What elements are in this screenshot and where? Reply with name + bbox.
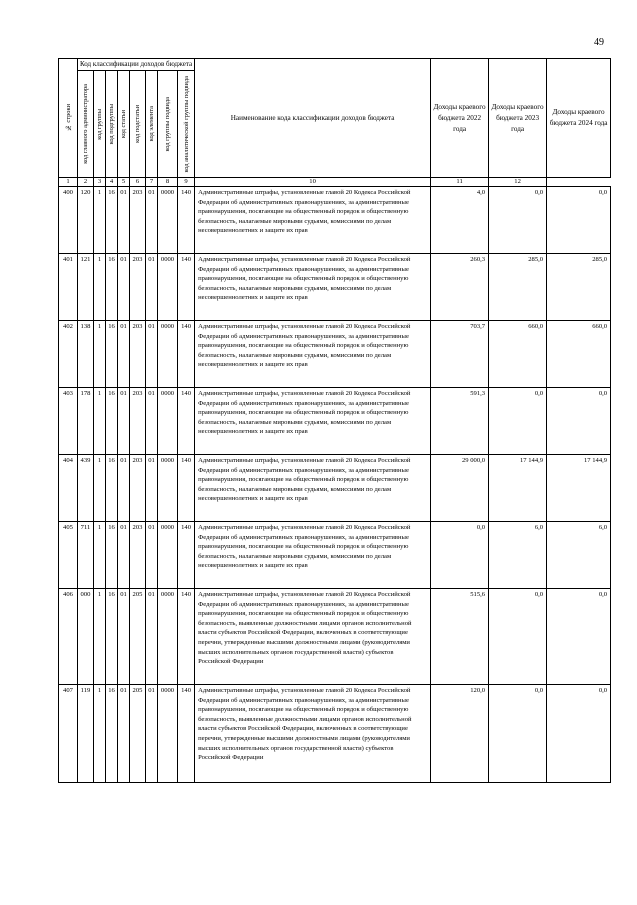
code-cell: 0000	[158, 455, 178, 522]
table-row	[59, 254, 611, 321]
column-number-cell: 12	[489, 178, 547, 187]
code-cell: 1	[94, 321, 106, 388]
table-body	[59, 187, 611, 783]
code-column-header: код подгруппы	[106, 71, 118, 178]
row-number-cell: 403	[59, 388, 78, 455]
income-2023-cell: 0,0	[489, 685, 547, 783]
code-cell: 203	[130, 254, 146, 321]
income-2022-cell: 29 000,0	[431, 455, 489, 522]
code-cell: 0000	[158, 254, 178, 321]
column-number-cell: 6	[130, 178, 146, 187]
description-cell: Административные штрафы, установленные главой 20 Кодекса Российской Федерации об административных правонарушениях, за административные правонарушения, посягающие на общественный порядок и общественную безопасность, налагаемые мировыми судьями, комиссиями по делам несовершеннолетних и защите их прав	[195, 321, 431, 388]
code-cell: 01	[146, 455, 158, 522]
income-2022-cell: 120,0	[431, 685, 489, 783]
income-2024-cell: 0,0	[547, 187, 611, 254]
column-number-cell: 11	[431, 178, 489, 187]
table-header	[59, 59, 611, 187]
code-cell: 16	[106, 522, 118, 589]
description-cell: Административные штрафы, установленные главой 20 Кодекса Российской Федерации об административных правонарушениях, за административные правонарушения, посягающие на общественный порядок и общественную безопасность, налагаемые мировыми судьями, комиссиями по делам несовершеннолетних и защите их прав	[195, 388, 431, 455]
column-number-cell: 3	[94, 178, 106, 187]
row-number-cell: 406	[59, 589, 78, 685]
table-row	[59, 685, 611, 783]
table-row	[59, 388, 611, 455]
income-2023-cell: 6,0	[489, 522, 547, 589]
code-cell: 01	[146, 388, 158, 455]
income-2023-cell: 17 144,9	[489, 455, 547, 522]
code-cell: 140	[178, 321, 195, 388]
code-column-header: код группы подвида	[158, 71, 178, 178]
code-cell: 0000	[158, 321, 178, 388]
income-2024-cell: 6,0	[547, 522, 611, 589]
column-number-cell: 4	[106, 178, 118, 187]
description-cell: Административные штрафы, установленные главой 20 Кодекса Российской Федерации об административных правонарушениях, за административные правонарушения, посягающие на общественный порядок и общественную безопасность, налагаемые мировыми судьями, комиссиями по делам несовершеннолетних и защите их прав	[195, 254, 431, 321]
code-cell: 0000	[158, 685, 178, 783]
income-2023-cell: 660,0	[489, 321, 547, 388]
code-cell: 01	[146, 685, 158, 783]
income-2022-cell: 515,6	[431, 589, 489, 685]
code-cell: 000	[78, 589, 94, 685]
income-2023-cell: 0,0	[489, 388, 547, 455]
column-number-cell: 9	[178, 178, 195, 187]
code-cell: 01	[118, 522, 130, 589]
budget-income-table	[58, 58, 611, 783]
code-cell: 203	[130, 187, 146, 254]
code-cell: 16	[106, 254, 118, 321]
code-cell: 01	[146, 187, 158, 254]
code-cell: 203	[130, 522, 146, 589]
code-cell: 1	[94, 589, 106, 685]
code-column-header: код статьи	[118, 71, 130, 178]
code-cell: 0000	[158, 388, 178, 455]
code-cell: 1	[94, 254, 106, 321]
code-cell: 140	[178, 589, 195, 685]
code-cell: 1	[94, 685, 106, 783]
column-number-cell: 10	[195, 178, 431, 187]
code-cell: 205	[130, 685, 146, 783]
code-cell: 01	[118, 685, 130, 783]
code-cell: 16	[106, 321, 118, 388]
code-column-header: код подстатьи	[130, 71, 146, 178]
table-row	[59, 321, 611, 388]
code-cell: 1	[94, 388, 106, 455]
row-number-cell: 402	[59, 321, 78, 388]
code-cell: 01	[118, 254, 130, 321]
code-cell: 16	[106, 685, 118, 783]
code-cell: 01	[146, 589, 158, 685]
code-cell: 1	[94, 522, 106, 589]
code-column-header: код группы	[94, 71, 106, 178]
code-cell: 1	[94, 187, 106, 254]
code-cell: 16	[106, 388, 118, 455]
description-cell: Административные штрафы, установленные главой 20 Кодекса Российской Федерации об административных правонарушениях, за административные правонарушения, посягающие на общественный порядок и общественную безопасность, налагаемые мировыми судьями, комиссиями по делам несовершеннолетних и защите их прав	[195, 187, 431, 254]
income-2022-cell: 591,3	[431, 388, 489, 455]
code-cell: 01	[118, 388, 130, 455]
code-cell: 01	[146, 522, 158, 589]
code-cell: 01	[118, 321, 130, 388]
code-column-header: код аналитической группы подвида	[178, 71, 195, 178]
code-cell: 140	[178, 522, 195, 589]
code-cell: 711	[78, 522, 94, 589]
code-cell: 16	[106, 589, 118, 685]
income-2023-header: Доходы краевого бюджета 2023 года	[489, 59, 547, 178]
income-2023-cell: 285,0	[489, 254, 547, 321]
income-2024-cell: 0,0	[547, 388, 611, 455]
description-cell: Административные штрафы, установленные главой 20 Кодекса Российской Федерации об административных правонарушениях, за административные правонарушения, посягающие на общественный порядок и общественную безопасность, налагаемые мировыми судьями, комиссиями по делам несовершеннолетних и защите их прав	[195, 522, 431, 589]
code-cell: 140	[178, 187, 195, 254]
income-2024-header: Доходы краевого бюджета 2024 года	[547, 59, 611, 178]
income-2024-cell: 17 144,9	[547, 455, 611, 522]
name-column-header: Наименование кода классификации доходов бюджета	[195, 59, 431, 178]
code-cell: 0000	[158, 589, 178, 685]
income-2022-cell: 260,3	[431, 254, 489, 321]
code-cell: 203	[130, 455, 146, 522]
code-cell: 01	[146, 254, 158, 321]
income-2024-cell: 660,0	[547, 321, 611, 388]
description-cell: Административные штрафы, установленные главой 20 Кодекса Российской Федерации об административных правонарушениях, за административные правонарушения, посягающие на общественный порядок и общественную безопасность, выявленные должностными лицами органов исполнительной власти субъектов Российской Федерации, включенных в соответствующие перечни, утвержденные высшими должностными лицами (руководителями высших исполнительных органов государственной власти) субъектов Российской Федерации	[195, 685, 431, 783]
description-cell: Административные штрафы, установленные главой 20 Кодекса Российской Федерации об административных правонарушениях, за административные правонарушения, посягающие на общественный порядок и общественную безопасность, выявленные должностными лицами органов исполнительной власти субъектов Российской Федерации, включенных в соответствующие перечни, утвержденные высшими должностными лицами (руководителями высших исполнительных органов государственной власти) субъектов Российской Федерации	[195, 589, 431, 685]
code-cell: 16	[106, 187, 118, 254]
code-cell: 0000	[158, 522, 178, 589]
code-cell: 178	[78, 388, 94, 455]
income-2024-cell: 285,0	[547, 254, 611, 321]
column-number-cell: 1	[59, 178, 78, 187]
code-cell: 203	[130, 321, 146, 388]
column-number-cell: 7	[146, 178, 158, 187]
row-number-cell: 400	[59, 187, 78, 254]
code-cell: 16	[106, 455, 118, 522]
code-cell: 120	[78, 187, 94, 254]
code-column-header: код элемента	[146, 71, 158, 178]
row-number-cell: 401	[59, 254, 78, 321]
income-2023-cell: 0,0	[489, 187, 547, 254]
income-2022-cell: 703,7	[431, 321, 489, 388]
code-cell: 121	[78, 254, 94, 321]
code-cell: 01	[118, 455, 130, 522]
column-number-cell: 8	[158, 178, 178, 187]
code-cell: 119	[78, 685, 94, 783]
column-number-cell: 5	[118, 178, 130, 187]
code-cell: 01	[118, 187, 130, 254]
classification-code-group-header: Код классификации доходов бюджета	[78, 59, 195, 71]
table-row	[59, 187, 611, 254]
code-cell: 205	[130, 589, 146, 685]
code-cell: 140	[178, 455, 195, 522]
code-cell: 140	[178, 254, 195, 321]
code-cell: 1	[94, 455, 106, 522]
row-number-header: № строки	[59, 59, 78, 178]
code-cell: 140	[178, 685, 195, 783]
code-column-header: код главного администратора	[78, 71, 94, 178]
code-cell: 140	[178, 388, 195, 455]
code-cell: 138	[78, 321, 94, 388]
income-2024-cell: 0,0	[547, 589, 611, 685]
row-number-cell: 407	[59, 685, 78, 783]
code-cell: 01	[146, 321, 158, 388]
income-2024-cell: 0,0	[547, 685, 611, 783]
table-row	[59, 455, 611, 522]
code-cell: 0000	[158, 187, 178, 254]
code-cell: 203	[130, 388, 146, 455]
table-row	[59, 589, 611, 685]
income-2022-cell: 4,0	[431, 187, 489, 254]
code-cell: 01	[118, 589, 130, 685]
row-number-cell: 404	[59, 455, 78, 522]
table-row	[59, 522, 611, 589]
column-number-row	[59, 178, 611, 187]
code-cell: 439	[78, 455, 94, 522]
column-number-cell: 2	[78, 178, 94, 187]
income-2022-cell: 0,0	[431, 522, 489, 589]
page-number: 49	[594, 37, 604, 48]
description-cell: Административные штрафы, установленные главой 20 Кодекса Российской Федерации об административных правонарушениях, за административные правонарушения, посягающие на общественный порядок и общественную безопасность, налагаемые мировыми судьями, комиссиями по делам несовершеннолетних и защите их прав	[195, 455, 431, 522]
row-number-cell: 405	[59, 522, 78, 589]
income-2022-header: Доходы краевого бюджета 2022 года	[431, 59, 489, 178]
income-2023-cell: 0,0	[489, 589, 547, 685]
